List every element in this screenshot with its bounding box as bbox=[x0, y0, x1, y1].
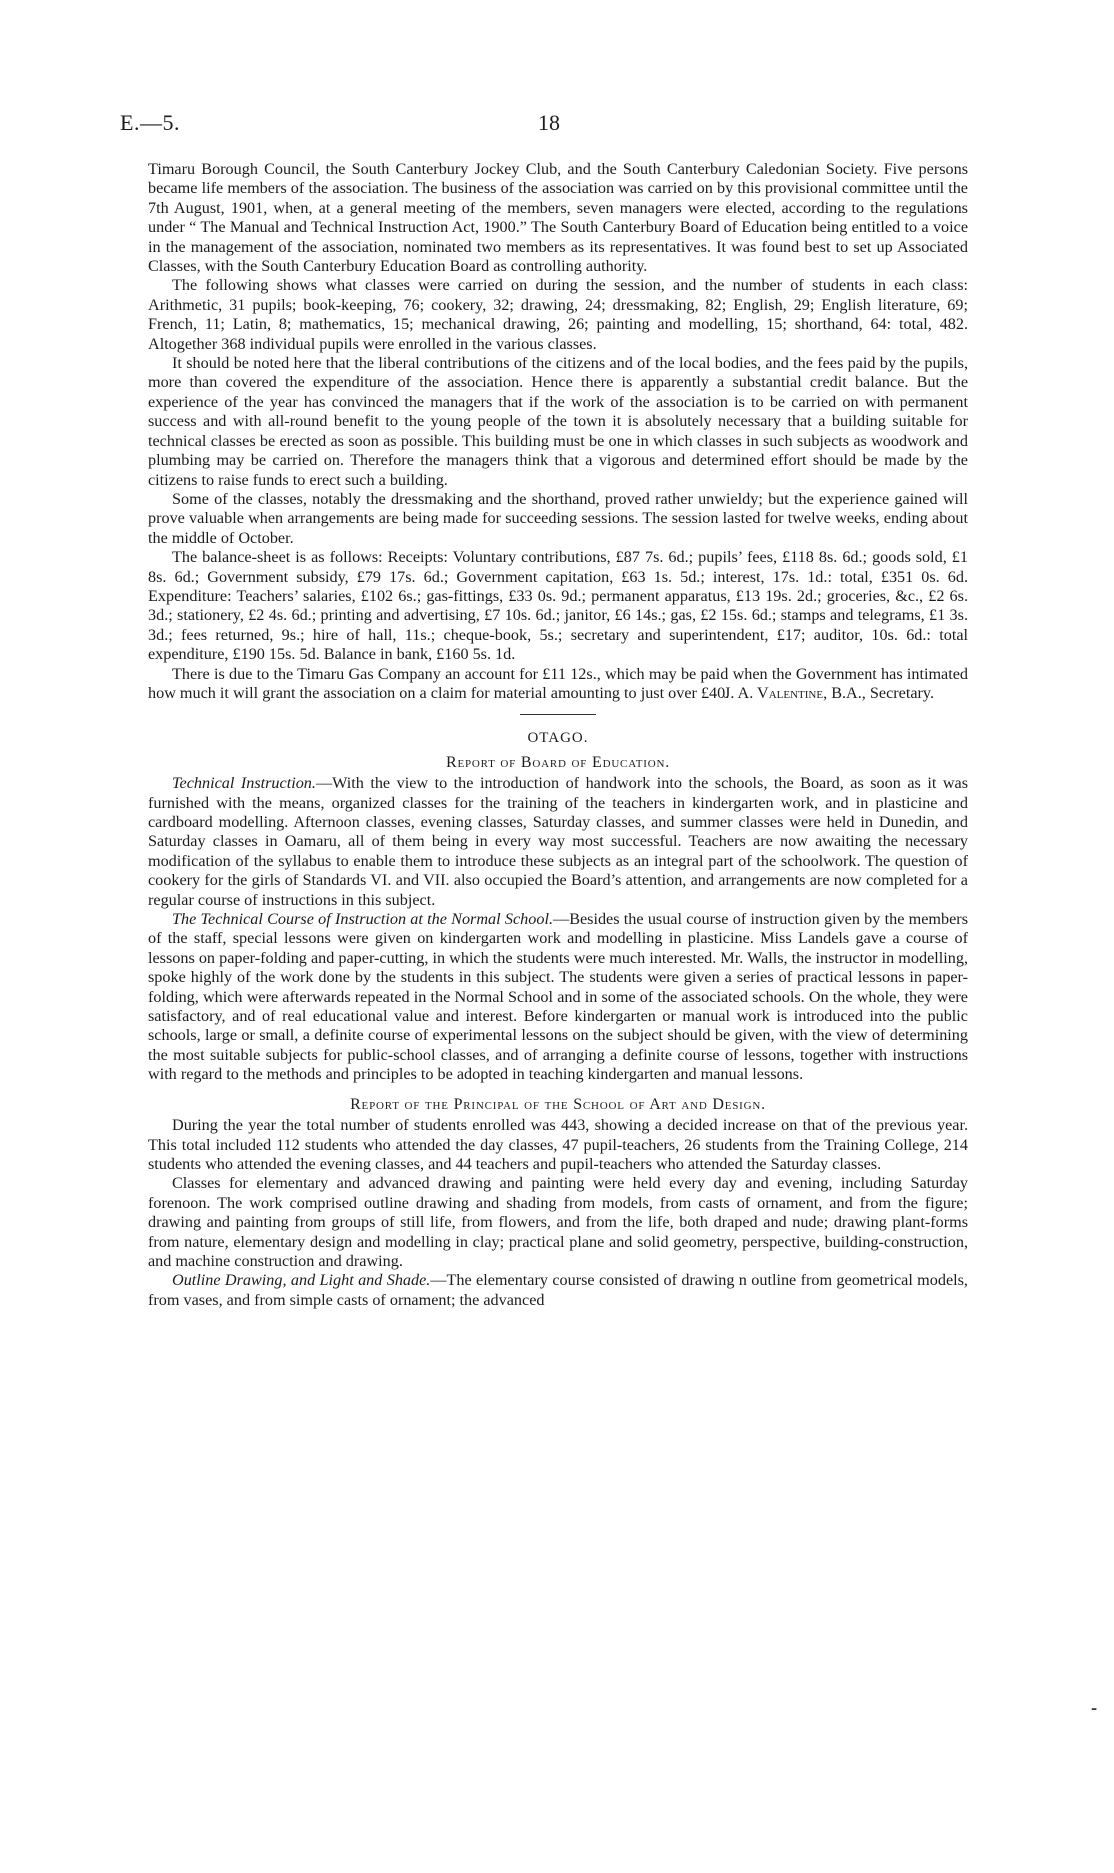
signature-name: J. A. Valentine bbox=[724, 683, 824, 702]
section-heading-otago: OTAGO. bbox=[527, 730, 589, 747]
document-reference: E.—5. bbox=[120, 110, 180, 135]
text-outline-drawing: —The elementary course consisted of drawing n outline from geometrical models, from vases, and from simple casts of ornament; the advanced bbox=[148, 1271, 968, 1309]
paragraph-enrolment: During the year the total number of students enrolled was 443, showing a decided increase on that of the previous year. This total included 112 students who attended the day classes, 47 pupil-teachers, 26 students from the Training College, 214 students who attended the evening classes, and 44 teachers and pupil-teachers who attended the Saturday classes. bbox=[148, 1116, 968, 1173]
text-technical-instruction: —With the view to the introduction of handwork into the schools, the Board, as soon as it was furnished with the means, organized classes for the training of the teachers in kindergarten work, and in plasticine and cardboard modelling. Afternoon classes, evening classes, Saturday classes, and summer classes were held in Dunedin, and Saturday classes in Oamaru, all of them being in every way most successful. Teachers are now awaiting the necessary modification of the syllabus to enable them to introduce these subjects as an integral part of the schoolwork. The question of cookery for the girls of Standards VI. and VII. also occupied the Board’s attention, and arrangements are now completed for a regular course of instructions in this subject. bbox=[148, 774, 968, 909]
subheading-board-report: Report of Board of Education. bbox=[445, 753, 670, 771]
paragraph-timaru-committee: Timaru Borough Council, the South Canterbury Jockey Club, and the South Canterbury Caledonian Society. Five persons became life members of the association. The business of the association was carried on by this provisional committee until the 7th August, 1901, when, at a general meeting of the members, seven managers were elected, according to the regulations under “ The Manual and Technical Instruction Act, 1900.” The South Canterbury Board of Education being entitled to a voice in the management of the association, nominated two members as its representatives. It was found best to set up Associated Classes, with the South Canterbury Education Board as controlling authority. bbox=[148, 160, 968, 276]
signature bbox=[148, 684, 968, 703]
run-in-technical-instruction: Technical Instruction. bbox=[172, 774, 316, 793]
paragraph-balance-sheet: The balance-sheet is as follows: Receipts: Voluntary contributions, £87 7s. 6d.; pupils’ fees, £118 8s. 6d.; goods sold, £1 8s. 6d.; Government subsidy, £79 17s. 6d.; Government capitation, £63 1s. 5d.; interest, 17s. 1d.: total, £351 0s. 6d. Expenditure: Teachers’ salaries, £102 6s.; gas-fittings, £33 0s. 9d.; permanent apparatus, £13 19s. 2d.; groceries, &c., £2 6s. 3d.; stationery, £2 4s. 6d.; printing and advertising, £7 10s. 6d.; janitor, £6 14s.; gas, £2 15s. 6d.; stamps and telegrams, £1 3s. 3d.; fees returned, 9s.; hire of hall, 11s.; cheque-book, 5s.; secretary and superintendent, £17; auditor, 10s. 6d.: total expenditure, £190 15s. 5d. Balance in bank, £160 5s. 1d. bbox=[148, 548, 968, 664]
subheading-principal-report: Report of the Principal of the School of Art and Design. bbox=[350, 1095, 766, 1113]
paragraph-classes-list: The following shows what classes were carried on during the session, and the number of students in each class: Arithmetic, 31 pupils; book-keeping, 76; cookery, 32; drawing, 24; dressmaking, 82; English, 29; English literature, 69; French, 11; Latin, 8; mathematics, 15; mechanical drawing, 26; painting and modelling, 15; shorthand, 64: total, 482. Altogether 368 individual pupils were enrolled in the various classes. bbox=[148, 276, 968, 353]
paragraph-technical-instruction bbox=[148, 774, 968, 910]
paragraph-session: Some of the classes, notably the dressmaking and the shorthand, proved rather unwieldy; but the experience gained will prove valuable when arrangements are being made for succeeding sessions. The session lasted for twelve weeks, ending about the middle of October. bbox=[148, 489, 968, 547]
signature-title: , B.A., Secretary. bbox=[823, 683, 934, 702]
run-in-normal-school: The Technical Course of Instruction at the Normal School. bbox=[172, 910, 553, 929]
paragraph-outline-drawing bbox=[148, 1271, 968, 1310]
text-normal-school: —Besides the usual course of instruction given by the members of the staff, special lessons were given on kindergarten work and modelling in plasticine. Miss Landels gave a course of lessons on paper-folding and paper-cutting, in which the students were much interested. Mr. Walls, the instructor in modelling, spoke highly of the work done by the students in this subject. The students were given a series of practical lessons in paper-folding, which were afterwards repeated in the Normal School and in some of the associated schools. On the whole, they were satisfactory, and of real educational value and interest. Before kindergarten or manual work is introduced into the public schools, large or small, a definite course of experimental lessons on the subject should be given, with the view of determining the most suitable subjects for public-school classes, and of arranging a definite course of lessons, together with instructions with regard to the methods and principles to be adopted in teaching kindergarten and manual lessons. bbox=[148, 910, 968, 1084]
paragraph-gas-company: There is due to the Timaru Gas Company an account for £11 12s., which may be paid when the Government has intimated how much it will grant the association on a claim for material amounting to just over £40. bbox=[148, 664, 968, 702]
margin-mark: ⁃ bbox=[1090, 1702, 1098, 1719]
section-divider bbox=[520, 714, 596, 715]
page-header bbox=[120, 110, 980, 150]
body-text bbox=[148, 160, 968, 1310]
paragraph-building-need: It should be noted here that the liberal contributions of the citizens and of the local bodies, and the fees paid by the pupils, more than covered the expenditure of the association. Hence there is apparently a substantial credit balance. But the experience of the year has convinced the managers that if the work of the association is to be carried on with permanent success and with all-round benefit to the young people of the town it is absolutely necessary that a building suitable for technical classes be erected as soon as possible. This building must be one in which classes in such subjects as woodwork and plumbing may be carried on. Therefore the managers think that a vigorous and determined effort should be made by the citizens to raise funds to erect such a building. bbox=[148, 354, 968, 489]
paragraph-classes-held: Classes for elementary and advanced drawing and painting were held every day and evening, including Saturday forenoon. The work comprised outline drawing and shading from models, from casts of ornament, and from the figure; drawing and painting from groups of still life, from flowers, and from the life, both draped and nude; drawing plant-forms from nature, elementary design and modelling in clay; practical plane and solid geometry, perspective, building-construction, and machine construction and drawing. bbox=[148, 1174, 968, 1270]
run-in-outline-drawing: Outline Drawing, and Light and Shade. bbox=[172, 1271, 431, 1290]
paragraph-normal-school bbox=[148, 910, 968, 1085]
page-number: 18 bbox=[538, 110, 560, 135]
